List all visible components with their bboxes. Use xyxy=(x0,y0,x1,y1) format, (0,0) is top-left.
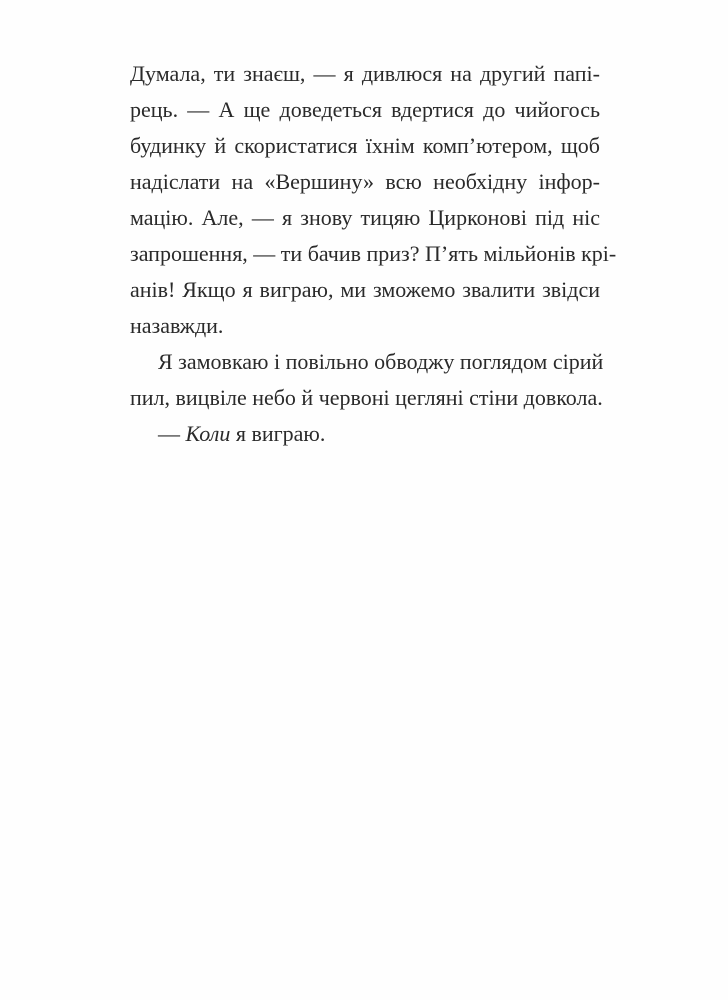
text-line: назавжди. xyxy=(130,313,224,338)
text-line: надіслати на «Вершину» всю необхідну інфор- xyxy=(130,169,600,194)
text-line: рець. — А ще доведеться вдертися до чийогось xyxy=(130,97,600,122)
dialogue-dash: — xyxy=(158,421,186,446)
text-line: Думала, ти знаєш, — я дивлюся на другий папі- xyxy=(130,61,600,86)
dialogue-rest: я виграю. xyxy=(230,421,326,446)
text-line: запрошення, — ти бачив приз? П’ять мільйонів крі- xyxy=(130,241,617,266)
text-line: пил, вицвіле небо й червоні цегляні стіни довкола. xyxy=(130,385,603,410)
body-text xyxy=(130,56,617,452)
text-line: анів! Якщо я виграю, ми зможемо звалити звідси xyxy=(130,277,600,302)
text-line: будинку й скористатися їхнім комп’ютером, щоб xyxy=(130,133,600,158)
text-line: мацію. Але, — я знову тицяю Цирконові під ніс xyxy=(130,205,600,230)
text-line: Я замовкаю і повільно обводжу поглядом сірий xyxy=(158,349,604,374)
emphasized-word: Коли xyxy=(185,421,231,446)
dialogue-line xyxy=(130,416,600,452)
